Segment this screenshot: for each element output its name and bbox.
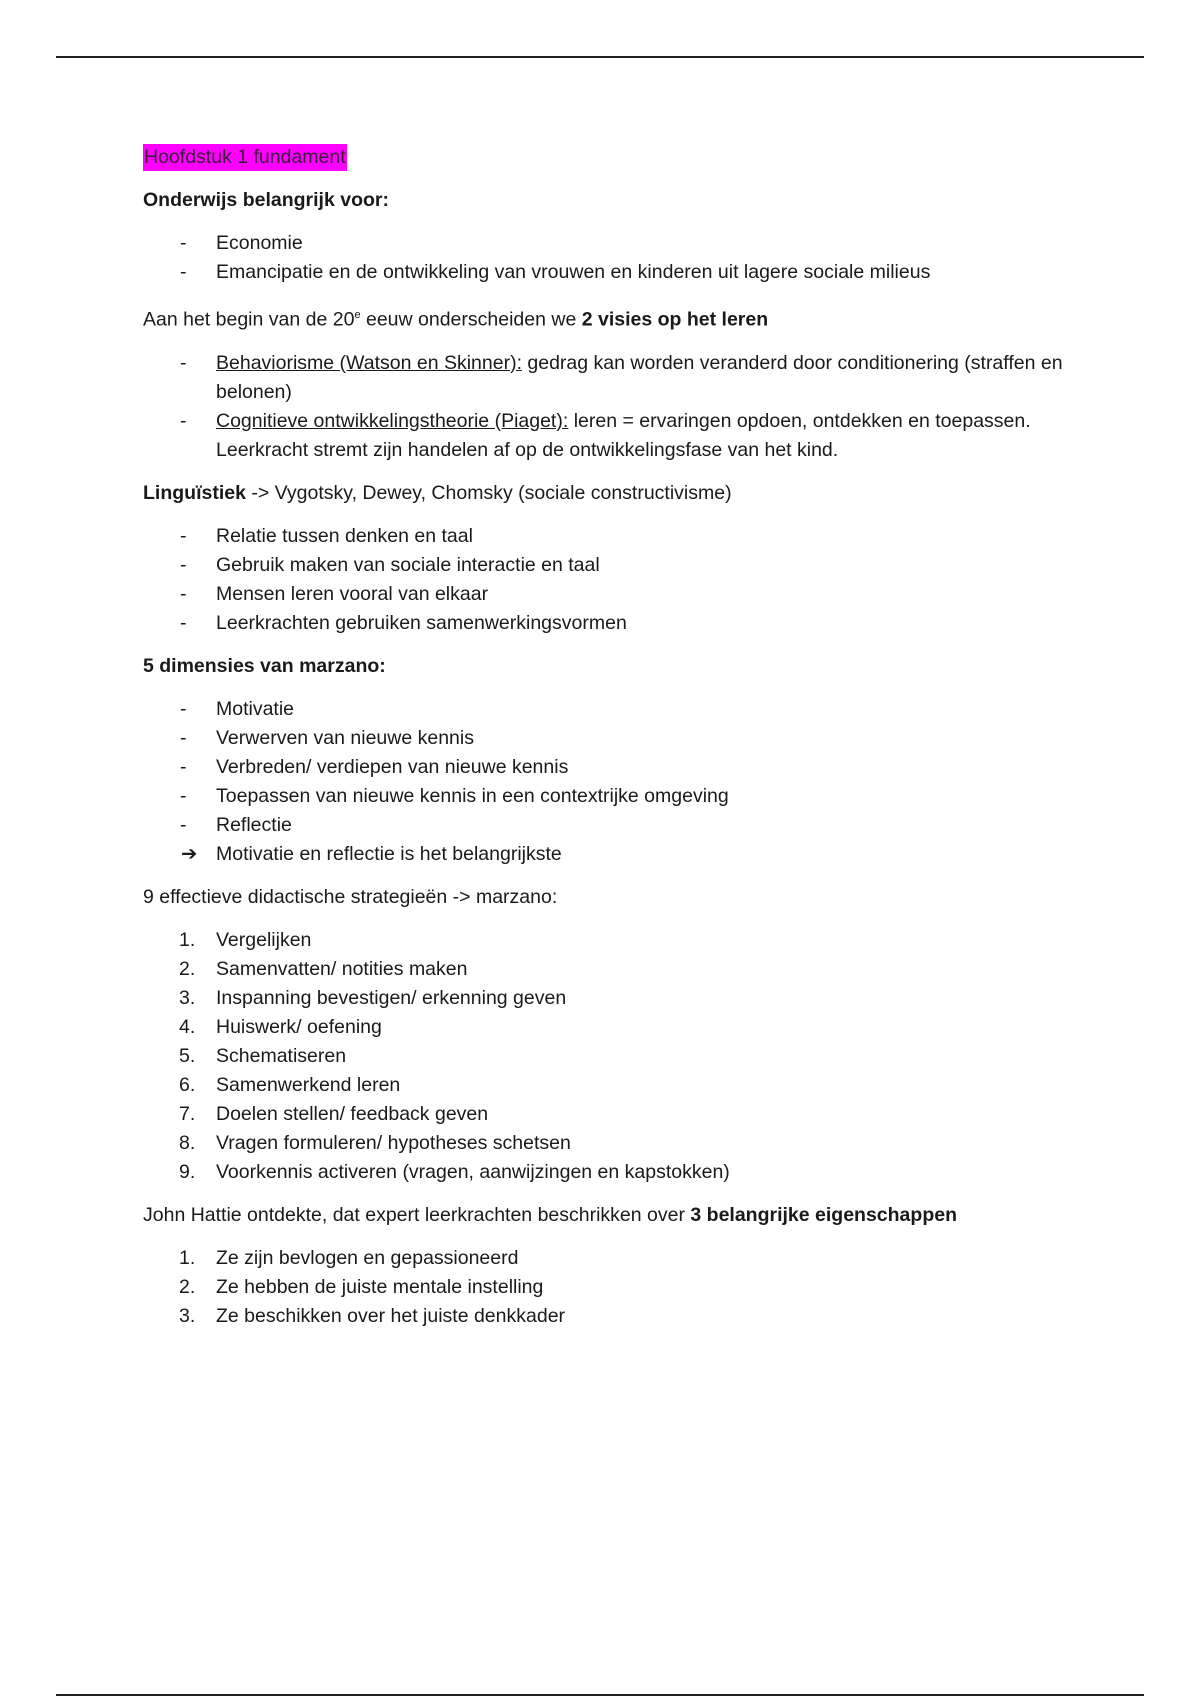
hattie-intro	[143, 1201, 1073, 1230]
visie-text: gedrag kan worden veranderd door conditionering (straffen en belonen)	[216, 351, 1063, 403]
list-item-text: Inspanning bevestigen/ erkenning geven	[216, 986, 567, 1009]
visie-text: leren = ervaringen opdoen, ontdekken en toepassen. Leerkracht stremt zijn handelen af op de ontwikkelingsfase van het kind.	[216, 409, 1031, 461]
list-number: 2.	[179, 957, 196, 980]
strategieen-intro-text: 9 effectieve didactische strategieën -> marzano:	[143, 885, 558, 908]
list-item-text: Samenwerkend leren	[216, 1073, 401, 1096]
list-item-text: Mensen leren vooral van elkaar	[216, 582, 489, 605]
list-item	[143, 1129, 1073, 1158]
list-number: 8.	[179, 1131, 196, 1154]
dash-marker: -	[180, 351, 187, 374]
visies-list	[143, 349, 1073, 465]
visies-intro-sup: e	[354, 309, 361, 321]
list-number: 3.	[179, 1304, 196, 1327]
list-item-text: Voorkennis activeren (vragen, aanwijzingen en kapstokken)	[216, 1160, 730, 1183]
list-item-text: Vragen formuleren/ hypotheses schetsen	[216, 1131, 571, 1154]
list-number: 7.	[179, 1102, 196, 1125]
dash-marker: -	[180, 553, 187, 576]
section-title-marzano	[143, 652, 1073, 681]
arrow-right-icon: ➔	[181, 842, 198, 865]
list-item-text: Ze hebben de juiste mentale instelling	[216, 1275, 544, 1298]
list-item-text: Ze beschikken over het juiste denkkader	[216, 1304, 566, 1327]
list-item	[143, 551, 1073, 580]
list-number: 4.	[179, 1015, 196, 1038]
linguistiek-rest: -> Vygotsky, Dewey, Chomsky (sociale constructivisme)	[245, 481, 732, 504]
list-number: 5.	[179, 1044, 196, 1067]
list-item	[143, 609, 1073, 638]
visies-intro	[143, 301, 1073, 335]
hattie-intro-bold: 3 belangrijke eigenschappen	[690, 1203, 957, 1226]
list-item	[143, 1158, 1073, 1187]
list-item-text: Reflectie	[216, 813, 292, 836]
list-item	[143, 258, 1073, 287]
dash-marker: -	[180, 409, 187, 432]
list-item-text: Vergelijken	[216, 928, 312, 951]
list-item	[143, 811, 1073, 840]
list-item	[143, 1302, 1073, 1331]
conclusion-text: Motivatie en reflectie is het belangrijkste	[216, 842, 562, 865]
visies-intro-bold: 2 visies op het leren	[581, 308, 769, 331]
list-number: 1.	[179, 1246, 196, 1269]
list-number: 3.	[179, 986, 196, 1009]
list-item	[143, 229, 1073, 258]
section-title-onderwijs-text: Onderwijs belangrijk voor:	[143, 189, 389, 211]
list-item-text: Motivatie	[216, 697, 295, 720]
list-item-text: Toepassen van nieuwe kennis in een contextrijke omgeving	[216, 784, 729, 807]
list-item	[143, 1100, 1073, 1129]
list-item	[143, 1013, 1073, 1042]
footer-rule	[56, 1694, 1144, 1696]
list-item	[143, 1273, 1073, 1302]
list-number: 6.	[179, 1073, 196, 1096]
list-number: 1.	[179, 928, 196, 951]
dash-marker: -	[180, 813, 187, 836]
strategieen-list	[143, 926, 1073, 1187]
linguistiek-intro	[143, 479, 1073, 508]
marzano-dimensions-list	[143, 695, 1073, 869]
list-item-text: Ze zijn bevlogen en gepassioneerd	[216, 1246, 519, 1269]
list-item-text: Verwerven van nieuwe kennis	[216, 726, 474, 749]
dash-marker: -	[180, 726, 187, 749]
list-item	[143, 580, 1073, 609]
list-number: 9.	[179, 1160, 196, 1183]
list-item	[143, 522, 1073, 551]
list-item	[143, 349, 1073, 407]
header-rule	[56, 56, 1144, 58]
list-item	[143, 926, 1073, 955]
hattie-intro-text: John Hattie ontdekte, dat expert leerkrachten beschrikken over	[143, 1203, 691, 1226]
dash-marker: -	[180, 755, 187, 778]
chapter-heading-text: Hoofdstuk 1 fundament	[143, 144, 347, 171]
list-item	[143, 955, 1073, 984]
list-item	[143, 753, 1073, 782]
list-item	[143, 407, 1073, 465]
list-item-text: Schematiseren	[216, 1044, 347, 1067]
dash-marker: -	[180, 611, 187, 634]
linguistiek-bold: Linguïstiek	[143, 481, 246, 504]
section-title-onderwijs	[143, 186, 1073, 215]
dash-marker: -	[180, 784, 187, 807]
visie-term: Behaviorisme (Watson en Skinner):	[216, 351, 522, 374]
list-item	[143, 1244, 1073, 1273]
list-item-text: Verbreden/ verdiepen van nieuwe kennis	[216, 755, 569, 778]
list-item	[143, 724, 1073, 753]
strategieen-intro	[143, 883, 1073, 912]
list-item-text: Huiswerk/ oefening	[216, 1015, 382, 1038]
list-item-text: Emancipatie en de ontwikkeling van vrouwen en kinderen uit lagere sociale milieus	[216, 261, 931, 283]
list-item-text: Relatie tussen denken en taal	[216, 524, 473, 547]
visies-intro-mid: eeuw onderscheiden we	[360, 308, 582, 331]
visies-intro-prefix: Aan het begin van de 20	[143, 308, 355, 331]
list-item	[143, 1071, 1073, 1100]
list-item-text: Gebruik maken van sociale interactie en taal	[216, 553, 600, 576]
onderwijs-list	[143, 229, 1073, 287]
list-item	[143, 984, 1073, 1013]
visie-term: Cognitieve ontwikkelingstheorie (Piaget):	[216, 409, 569, 432]
dash-marker: -	[180, 261, 187, 283]
conclusion-item	[143, 840, 1073, 869]
dash-marker: -	[180, 524, 187, 547]
dash-marker: -	[180, 697, 187, 720]
list-item-text: Economie	[216, 232, 303, 254]
chapter-heading	[143, 143, 1073, 172]
list-item	[143, 1042, 1073, 1071]
list-item-text: Doelen stellen/ feedback geven	[216, 1102, 489, 1125]
list-item-text: Samenvatten/ notities maken	[216, 957, 468, 980]
list-item	[143, 782, 1073, 811]
hattie-list	[143, 1244, 1073, 1331]
section-title-marzano-text: 5 dimensies van marzano:	[143, 654, 386, 677]
dash-marker: -	[180, 582, 187, 605]
dash-marker: -	[180, 232, 187, 254]
linguistiek-list	[143, 522, 1073, 638]
list-item-text: Leerkrachten gebruiken samenwerkingsvormen	[216, 611, 627, 634]
list-number: 2.	[179, 1275, 196, 1298]
document-body	[143, 143, 1073, 1331]
list-item	[143, 695, 1073, 724]
